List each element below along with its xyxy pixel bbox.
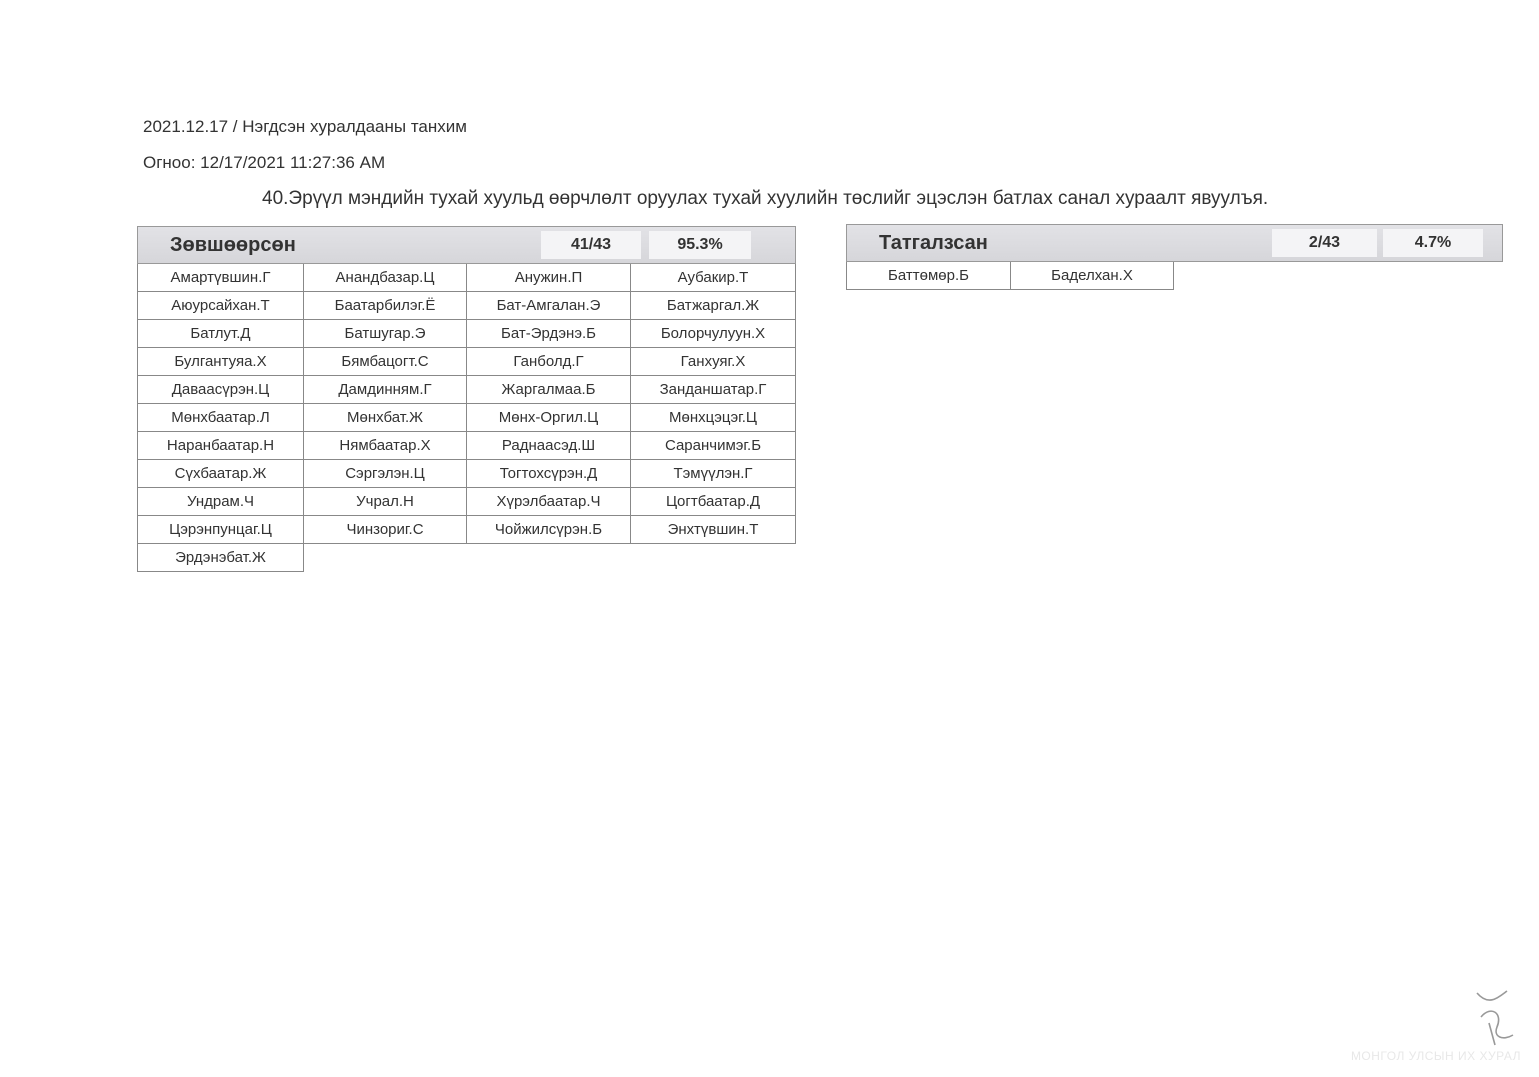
session-line: 2021.12.17 / Нэгдсэн хуралдааны танхим <box>143 117 467 136</box>
reject-header <box>846 224 1503 262</box>
reject-count: 2/43 <box>1272 229 1377 257</box>
voter-name: Чойжилсүрэн.Б <box>467 516 631 544</box>
voter-name: Тогтохсүрэн.Д <box>467 460 631 488</box>
voter-name: Хүрэлбаатар.Ч <box>467 488 631 516</box>
voter-name: Нямбаатар.Х <box>304 432 467 460</box>
reject-percent: 4.7% <box>1383 229 1483 257</box>
voter-name: Аубакир.Т <box>631 264 796 292</box>
voter-name: Баттөмөр.Б <box>847 262 1011 290</box>
voter-name: Ганболд.Г <box>467 348 631 376</box>
voter-name: Наранбаатар.Н <box>138 432 304 460</box>
reject-block <box>846 224 1503 290</box>
voter-name: Бат-Амгалан.Э <box>467 292 631 320</box>
voter-name: Ундрам.Ч <box>138 488 304 516</box>
voter-name: Сүхбаатар.Ж <box>138 460 304 488</box>
approve-count: 41/43 <box>541 231 641 259</box>
page-header <box>143 116 467 188</box>
voter-name: Эрдэнэбат.Ж <box>138 544 304 572</box>
voter-name: Анандбазар.Ц <box>304 264 467 292</box>
signature-mark <box>1469 987 1519 1047</box>
voter-name: Цэрэнпунцаг.Ц <box>138 516 304 544</box>
voter-name: Сэргэлэн.Ц <box>304 460 467 488</box>
approve-title: Зөвшөөрсөн <box>170 233 296 256</box>
reject-names-grid <box>846 262 1503 290</box>
approve-percent: 95.3% <box>649 231 751 259</box>
voter-name: Булгантуяа.Х <box>138 348 304 376</box>
voter-name: Батшугар.Э <box>304 320 467 348</box>
voter-name: Баделхан.Х <box>1011 262 1174 290</box>
voter-name: Анужин.П <box>467 264 631 292</box>
approve-block <box>137 226 796 572</box>
approve-names-grid <box>137 264 796 572</box>
voter-name: Энхтүвшин.Т <box>631 516 796 544</box>
voter-name: Учрал.Н <box>304 488 467 516</box>
voter-name: Саранчимэг.Б <box>631 432 796 460</box>
voter-name: Баатарбилэг.Ё <box>304 292 467 320</box>
voter-name: Мөнх-Оргил.Ц <box>467 404 631 432</box>
voter-name: Занданшатар.Г <box>631 376 796 404</box>
voter-name: Тэмүүлэн.Г <box>631 460 796 488</box>
voter-name: Цогтбаатар.Д <box>631 488 796 516</box>
voter-name: Мөнхбат.Ж <box>304 404 467 432</box>
approve-header <box>137 226 796 264</box>
vote-question: 40.Эрүүл мэндийн тухай хуульд өөрчлөлт оруулах тухай хуулийн төслийг эцэслэн батлах санал хураалт явуулъя. <box>262 188 1269 209</box>
footer-stamp: МОНГОЛ УЛСЫН ИХ ХУРАЛ <box>1350 1049 1521 1063</box>
voter-name: Дамдинням.Г <box>304 376 467 404</box>
voter-name: Чинзориг.С <box>304 516 467 544</box>
date-line: Огноо: 12/17/2021 11:27:36 AM <box>143 153 386 172</box>
reject-title: Татгалзсан <box>879 231 988 254</box>
voter-name: Даваасүрэн.Ц <box>138 376 304 404</box>
voter-name: Мөнхцэцэг.Ц <box>631 404 796 432</box>
voter-name: Батлут.Д <box>138 320 304 348</box>
voter-name: Мөнхбаатар.Л <box>138 404 304 432</box>
voter-name: Аюурсайхан.Т <box>138 292 304 320</box>
voter-name: Жаргалмаа.Б <box>467 376 631 404</box>
voter-name: Батжаргал.Ж <box>631 292 796 320</box>
voter-name: Бат-Эрдэнэ.Б <box>467 320 631 348</box>
voter-name: Ганхуяг.Х <box>631 348 796 376</box>
voter-name: Амартүвшин.Г <box>138 264 304 292</box>
voter-name: Болорчулуун.Х <box>631 320 796 348</box>
voter-name: Бямбацогт.С <box>304 348 467 376</box>
voter-name: Раднаасэд.Ш <box>467 432 631 460</box>
